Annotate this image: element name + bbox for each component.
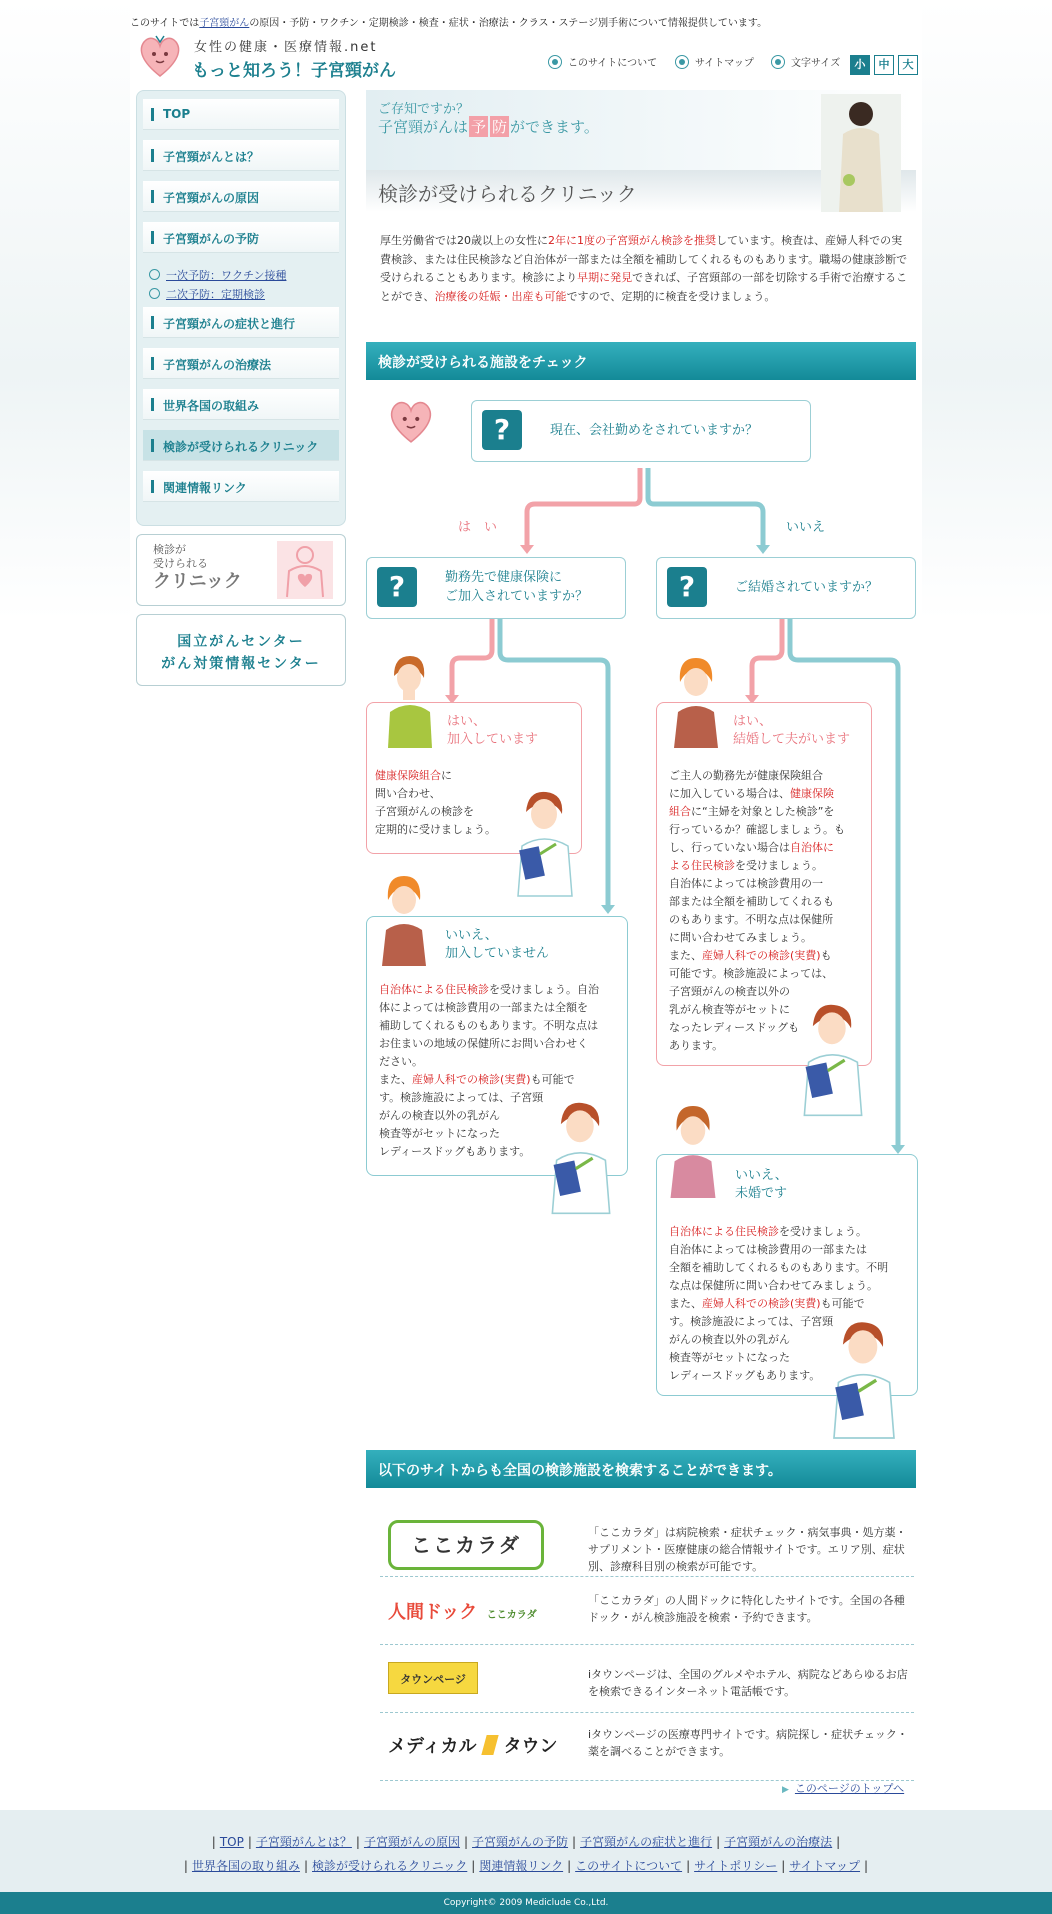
question-mark-icon: ?	[482, 410, 522, 450]
answer-highlight: 健康保険	[790, 787, 834, 800]
sitemap-label: サイトマップ	[695, 58, 754, 69]
question-married	[656, 557, 916, 619]
question-text: ご結婚されていますか？	[735, 580, 879, 595]
kokokarada-logo-text: ここカラダ	[411, 1533, 521, 1557]
answer-line: 補助してくれるものもあります。不明な点は	[379, 1019, 599, 1032]
intro-highlight: 治療後の妊娠・出産も可能	[434, 289, 567, 303]
sidebar-item-label: 世界各国の取組み	[163, 399, 260, 413]
yes-label: は い	[458, 520, 498, 535]
intro-text: できれば、子宮頸部の一部を切除する手術で治療することができ、	[380, 271, 908, 303]
clinic-banner-line: 受けられる	[153, 557, 208, 570]
woman-plaid-dress-illustration	[664, 1104, 722, 1198]
footer-link[interactable]: 子宮頸がんの予防	[472, 1835, 569, 1849]
intro-text: しています。検査は、産婦人科での実費検診、または住民検診など自治体が一部または全額を補助してくれるものもあります。職場の健康診断で受けられることもあります。検診により	[380, 234, 908, 284]
site-row-ningen-dock	[380, 1578, 914, 1645]
no-label: いいえ	[786, 520, 826, 535]
answer-title-line: 加入していません	[445, 946, 550, 961]
sidebar-item-label: TOP	[163, 107, 191, 121]
i-mark-icon	[481, 1735, 498, 1755]
clinic-banner-line: 検診が	[153, 543, 186, 556]
answer-text: も可能で	[530, 1073, 575, 1086]
intro-highlight: 早期に発見	[577, 271, 633, 284]
answer-title-line: 未婚です	[735, 1186, 788, 1201]
answer-text: を受けましょう。	[735, 859, 823, 872]
font-size-text: 文字サイズ	[791, 58, 841, 69]
nurse-clipboard-illustration	[798, 1000, 868, 1116]
section-heading-text: 以下のサイトからも全国の検診施設を検索することができます。	[378, 1463, 782, 1479]
answer-highlight: 自治体による住民検診	[379, 983, 489, 996]
question-insurance	[366, 557, 626, 619]
woman-orange-hair-illustration	[668, 656, 724, 748]
answer-text: また、	[669, 949, 702, 962]
answer-line: 乳がん検査等がセットに	[669, 1003, 790, 1016]
answer-line: お住まいの地域の保健所にお問い合わせく	[379, 1037, 588, 1050]
site-row-townpage	[380, 1646, 914, 1713]
page-top-link[interactable]: ▶ このページのトップへ	[782, 1780, 904, 1796]
answer-line: に問い合わせてみましょう。	[669, 931, 812, 944]
answer-line: レディースドッグもあります。	[379, 1145, 531, 1158]
page-title: 検診が受けられるクリニック	[378, 182, 637, 206]
notice-link[interactable]: 子宮頸がん	[199, 18, 250, 29]
hero-tagline-pre: 子宮頸がんは	[378, 118, 469, 136]
sidebar-item-label: 子宮頸がんの症状と進行	[163, 317, 296, 331]
answer-line: 可能です。検診施設によっては、	[669, 967, 834, 980]
footer-link[interactable]: 子宮頸がんの原因	[363, 1835, 460, 1849]
answer-highlight: 産婦人科での検診(実費)	[702, 1297, 821, 1310]
answer-highlight: 自治体に	[790, 841, 834, 854]
nurse-clipboard-illustration	[512, 788, 578, 896]
answer-body	[375, 767, 496, 839]
copyright: Copyright© 2009 Mediclude Co.,Ltd.	[0, 1892, 1052, 1914]
about-label: このサイトについて	[568, 58, 658, 69]
font-size-medium-button[interactable]: 中	[874, 55, 894, 75]
kokokarada-logo[interactable]	[388, 1520, 544, 1570]
answer-text: また、	[379, 1073, 412, 1086]
answer-line: ださい。	[379, 1055, 423, 1068]
clinic-banner-line: クリニック	[153, 571, 242, 592]
townpage-logo[interactable]	[388, 1662, 478, 1694]
answer-text: を受けましょう。	[779, 1225, 867, 1238]
site-row-kokokarada	[380, 1510, 914, 1577]
answer-highlight: 産婦人科での検診(実費)	[412, 1073, 531, 1086]
answer-text: また、	[669, 1297, 702, 1310]
answer-line: 行っているか？確認しましょう。も	[669, 823, 845, 836]
footer-link[interactable]: 子宮頸がんとは？	[255, 1835, 352, 1849]
answer-line: 子宮頸がんの検査以外の	[669, 985, 790, 998]
hero-tagline-post: ができます。	[510, 118, 599, 136]
footer-link[interactable]: 検診が受けられるクリニック	[312, 1859, 468, 1873]
sidebar-item-label: 子宮頸がんの原因	[163, 191, 260, 205]
footer	[0, 1810, 1052, 1892]
footer-link[interactable]: 子宮頸がんの症状と進行	[580, 1835, 713, 1849]
footer-link[interactable]: サイトポリシー	[694, 1859, 778, 1873]
answer-title	[447, 713, 538, 749]
answer-highlight: よる住民検診	[669, 859, 735, 872]
answer-text: に“主婦を対象とした検診”を	[691, 805, 835, 818]
font-size-small-button[interactable]: 小	[850, 55, 870, 75]
answer-title-line: いいえ、	[445, 928, 498, 943]
answer-line: ご主人の勤務先が健康保険組合	[669, 769, 823, 782]
question-text	[445, 568, 588, 606]
answer-text: を受けましょう。自治	[489, 983, 599, 996]
answer-text: し、行っていない場合は	[669, 841, 790, 854]
logo-title: もっと知ろう！子宮頸がん	[192, 61, 396, 81]
ningen-dock-logo-sub: ここカラダ	[486, 1610, 537, 1621]
answer-highlight: 健康保険組合	[375, 769, 441, 782]
answer-line: 定期的に受けましょう。	[375, 823, 496, 836]
answer-highlight: 自治体による住民検診	[669, 1225, 779, 1238]
answer-line: 問い合わせ、	[375, 787, 441, 800]
answer-line: 部または全額を補助してくれるも	[669, 895, 834, 908]
question-mark-icon: ?	[377, 567, 417, 607]
woman-thinking-illustration	[380, 652, 438, 748]
footer-link[interactable]: 子宮頸がんの治療法	[724, 1835, 833, 1849]
answer-text: も	[820, 949, 832, 962]
question-line: 勤務先で健康保険に	[445, 570, 563, 585]
answer-line: 体によっては検診費用の一部または全額を	[379, 1001, 588, 1014]
answer-title-line: 加入しています	[447, 732, 539, 747]
answer-line: がんの検査以外の乳がん	[669, 1333, 790, 1346]
answer-line: がんの検査以外の乳がん	[379, 1109, 500, 1122]
ncc-banner-line: がん対策情報センター	[161, 656, 321, 672]
question-employed	[471, 400, 811, 462]
nurse-clipboard-illustration	[546, 1098, 616, 1214]
sidebar-item-label: 子宮頸がんとは？	[163, 150, 260, 164]
section-heading-search	[366, 1450, 916, 1488]
footer-nav-row2: | 世界各国の取り組み | 検診が受けられるクリニック | 関連情報リンク | このサイトについて | サイトポリシー | サイトマップ |	[183, 1859, 869, 1873]
answer-title	[445, 927, 549, 963]
answer-line: す。検診施設によっては、子宮頸	[669, 1315, 834, 1328]
footer-nav-row1: | TOP | 子宮頸がんとは？ | 子宮頸がんの原因 | 子宮頸がんの予防 | 子宮頸がんの症状と進行 | 子宮頸がんの治療法 |	[211, 1835, 841, 1849]
ncc-banner-line: 国立がんセンター	[177, 634, 305, 650]
answer-text: も可能で	[820, 1297, 865, 1310]
sidebar-item-label: 関連情報リンク	[163, 481, 247, 495]
sidebar-item-label: 検診が受けられるクリニック	[163, 440, 319, 454]
uterus-mascot-icon	[386, 396, 436, 446]
footer-link[interactable]: サイトマップ	[789, 1859, 861, 1873]
answer-line: なったレディースドッグも	[669, 1021, 800, 1034]
answer-title	[735, 1167, 788, 1203]
logo-subtitle: 女性の健康・医療情報.net	[194, 40, 378, 55]
answer-line: 検査等がセットになった	[669, 1351, 790, 1364]
sidebar-item-label: 子宮頸がんの治療法	[163, 358, 272, 372]
answer-title	[733, 713, 850, 749]
answer-line: 自治体によっては検診費用の一	[669, 877, 823, 890]
footer-link[interactable]: TOP	[219, 1835, 244, 1849]
answer-title-line: 結婚して夫がいます	[733, 732, 851, 747]
answer-line: あります。	[669, 1039, 724, 1052]
answer-line: 自治体によっては検診費用の一部または	[669, 1243, 867, 1256]
section-heading-text: 検診が受けられる施設をチェック	[378, 355, 588, 371]
sidebar-item-label: 子宮頸がんの予防	[163, 232, 260, 246]
site-description-text: iタウンページの医療専門サイトです。病院探し・症状チェック・薬を調べることができます。	[588, 1728, 908, 1758]
ningen-dock-logo-text: 人間ドック	[388, 1602, 478, 1623]
medical-town-logo-sub: タウン	[503, 1736, 558, 1757]
site-description-text: 「ここカラダ」の人間ドックに特化したサイトです。全国の各種ドック・がん検診施設を検索・予約できます。	[588, 1594, 905, 1624]
answer-title-line: はい、	[733, 714, 773, 729]
hero-tagline-highlight: 予	[471, 118, 487, 136]
intro-text: ですので、定期的に検査を受けましょう。	[566, 289, 776, 303]
site-description-text: iタウンページは、全国のグルメやホテル、病院などあらゆるお店を検索できるインターネット電話帳です。	[588, 1668, 908, 1698]
answer-line: 検査等がセットになった	[379, 1127, 500, 1140]
ningen-dock-logo[interactable]	[388, 1598, 568, 1624]
answer-title-line: はい、	[447, 714, 487, 729]
site-row-medical-town	[380, 1714, 914, 1781]
answer-line: す。検診施設によっては、子宮頸	[379, 1091, 544, 1104]
intro-highlight: 2年に1度の子宮頸がん検診を推奨	[548, 234, 716, 247]
answer-line: 子宮頸がんの検診を	[375, 805, 474, 818]
answer-line: 全額を補助してくれるものもあります。不明	[669, 1261, 889, 1274]
woman-orange-hair-illustration	[376, 874, 432, 966]
answer-title-line: いいえ、	[735, 1168, 788, 1183]
answer-line: レディースドッグもあります。	[669, 1369, 821, 1382]
answer-highlight: 産婦人科での検診(実費)	[702, 949, 821, 962]
answer-line: のもあります。不明な点は保健所	[669, 913, 834, 926]
question-text: 現在、会社勤めをされていますか？	[550, 423, 759, 438]
site-description-text: 「ここカラダ」は病院検索・症状チェック・病気事典・処方薬・サプリメント・医療健康の総合情報サイトです。エリア別、症状別、診療科目別の検索が可能です。	[588, 1526, 907, 1573]
font-size-large-button[interactable]: 大	[898, 55, 918, 75]
answer-line: な点は保健所に問い合わせてみましょう。	[669, 1279, 878, 1292]
question-line: ご加入されていますか？	[445, 589, 589, 604]
question-mark-icon: ?	[667, 567, 707, 607]
answer-text: に加入している場合は、	[669, 787, 790, 800]
notice-text: このサイトでは	[130, 18, 200, 29]
answer-highlight: 組合	[669, 805, 691, 818]
medical-town-logo[interactable]	[388, 1732, 578, 1758]
footer-link[interactable]: 関連情報リンク	[479, 1859, 564, 1873]
sidebar-subitem-label: 一次予防：ワクチン接種	[166, 269, 287, 282]
nurse-clipboard-illustration	[826, 1318, 902, 1438]
footer-link[interactable]: 世界各国の取り組み	[191, 1859, 300, 1873]
footer-link[interactable]: このサイトについて	[575, 1859, 683, 1873]
townpage-logo-text: タウンページ	[400, 1673, 466, 1686]
hero-tagline-highlight: 防	[492, 118, 508, 136]
sidebar-subitem-label: 二次予防：定期検診	[166, 288, 265, 301]
hero-question: ご存知ですか？	[378, 102, 470, 117]
answer-text: に	[441, 769, 452, 782]
intro-text: 厚生労働省では20歳以上の女性に	[380, 234, 548, 247]
medical-town-logo-text: メディカル	[388, 1736, 477, 1757]
notice-text-rest: の原因・予防・ワクチン・定期検診・検査・症状・治療法・クラス・ステージ別手術について情報提供しています。	[249, 18, 768, 29]
